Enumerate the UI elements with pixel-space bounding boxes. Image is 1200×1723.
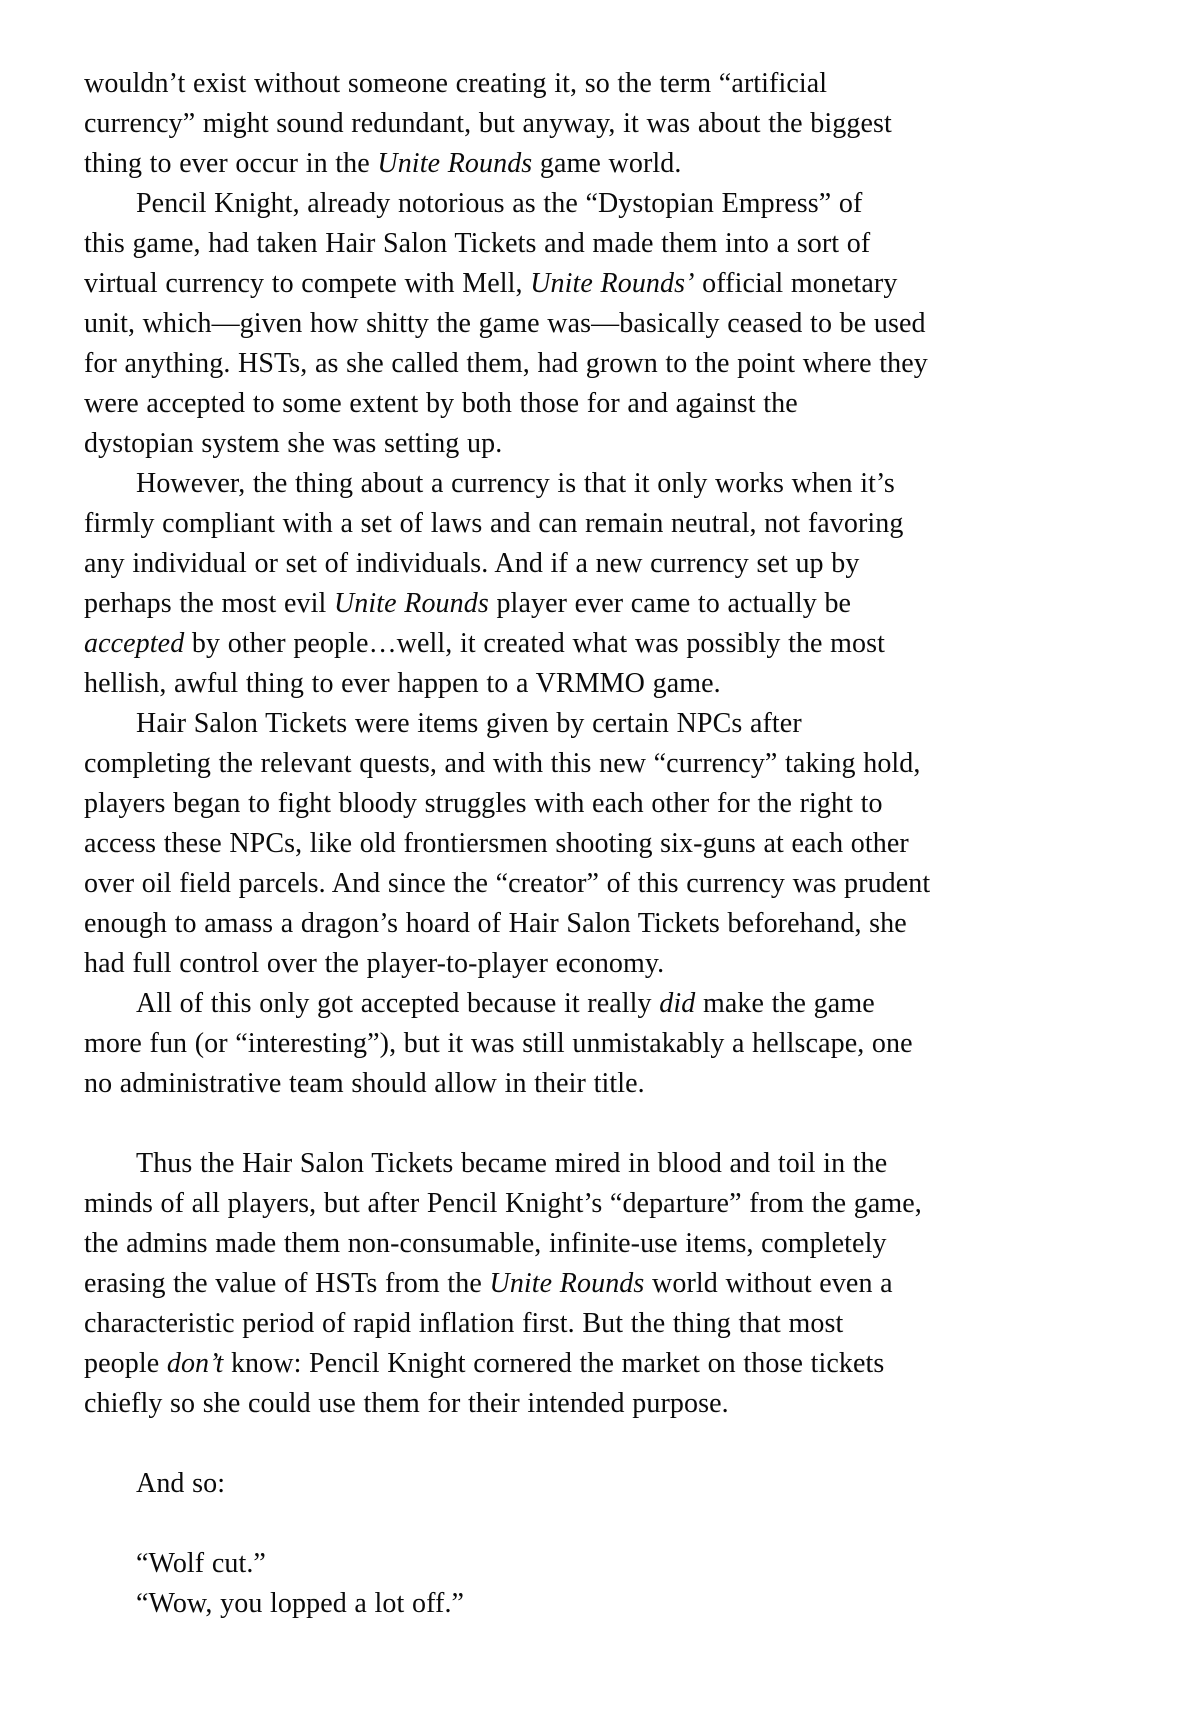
text-segment: people bbox=[84, 1348, 167, 1379]
text-segment: were accepted to some extent by both those for and against the bbox=[84, 388, 798, 419]
text-segment: All of this only got accepted because it really bbox=[136, 988, 660, 1019]
text-segment: firmly compliant with a set of laws and can remain neutral, not favoring bbox=[84, 508, 904, 539]
paragraph-5 bbox=[84, 984, 1000, 1104]
text-segment: “Wow, you lopped a lot off.” bbox=[136, 1588, 465, 1619]
text-segment: dystopian system she was setting up. bbox=[84, 428, 503, 459]
text-segment: unit, which—given how shitty the game was—basically ceased to be used bbox=[84, 308, 926, 339]
text-segment: erasing the value of HSTs from the bbox=[84, 1268, 490, 1299]
italic-text: don’t bbox=[166, 1348, 224, 1379]
text-segment: game world. bbox=[532, 148, 682, 179]
paragraph-7 bbox=[84, 1464, 1000, 1504]
italic-text: Unite Rounds bbox=[489, 1268, 645, 1299]
text-segment: Pencil Knight, already notorious as the “Dystopian Empress” of bbox=[136, 188, 863, 219]
text-segment: by other people…well, it created what was possibly the most bbox=[184, 628, 886, 659]
text-segment: players began to fight bloody struggles with each other for the right to bbox=[84, 788, 883, 819]
text-segment: minds of all players, but after Pencil Knight’s “departure” from the game, bbox=[84, 1188, 922, 1219]
text-segment: wouldn’t exist without someone creating it, so the term “artificial bbox=[84, 68, 828, 99]
paragraph-8-dialogue bbox=[84, 1544, 1000, 1584]
italic-text: Unite Rounds bbox=[377, 148, 533, 179]
text-segment: make the game bbox=[695, 988, 875, 1019]
paragraph-3 bbox=[84, 464, 1000, 704]
text-segment: no administrative team should allow in their title. bbox=[84, 1068, 645, 1099]
page-text bbox=[84, 64, 1000, 1624]
text-segment: “Wolf cut.” bbox=[136, 1548, 266, 1579]
text-segment: hellish, awful thing to ever happen to a VRMMO game. bbox=[84, 668, 721, 699]
paragraph-4 bbox=[84, 704, 1000, 984]
italic-text: Unite Rounds’ bbox=[530, 268, 695, 299]
text-segment: for anything. HSTs, as she called them, had grown to the point where they bbox=[84, 348, 928, 379]
text-segment: virtual currency to compete with Mell, bbox=[84, 268, 531, 299]
text-segment: access these NPCs, like old frontiersmen shooting six-guns at each other bbox=[84, 828, 909, 859]
text-segment: more fun (or “interesting”), but it was still unmistakably a hellscape, one bbox=[84, 1028, 913, 1059]
paragraph-2 bbox=[84, 184, 1000, 464]
text-segment: any individual or set of individuals. And if a new currency set up by bbox=[84, 548, 860, 579]
text-segment: had full control over the player-to-player economy. bbox=[84, 948, 665, 979]
italic-text: did bbox=[659, 988, 696, 1019]
text-segment: enough to amass a dragon’s hoard of Hair Salon Tickets beforehand, she bbox=[84, 908, 907, 939]
text-segment: over oil field parcels. And since the “creator” of this currency was prudent bbox=[84, 868, 931, 899]
text-segment: thing to ever occur in the bbox=[84, 148, 378, 179]
paragraph-9-dialogue bbox=[84, 1584, 1000, 1624]
text-segment: this game, had taken Hair Salon Tickets and made them into a sort of bbox=[84, 228, 871, 259]
text-segment: know: Pencil Knight cornered the market on those tickets bbox=[223, 1348, 885, 1379]
text-segment: official monetary bbox=[694, 268, 898, 299]
text-segment: Thus the Hair Salon Tickets became mired in blood and toil in the bbox=[136, 1148, 888, 1179]
paragraph-1 bbox=[84, 64, 1000, 184]
text-segment: the admins made them non-consumable, infinite-use items, completely bbox=[84, 1228, 887, 1259]
paragraph-6 bbox=[84, 1144, 1000, 1424]
italic-text: accepted bbox=[84, 628, 185, 659]
text-segment: currency” might sound redundant, but anyway, it was about the biggest bbox=[84, 108, 892, 139]
text-segment: world without even a bbox=[644, 1268, 893, 1299]
text-segment: perhaps the most evil bbox=[84, 588, 334, 619]
text-segment: However, the thing about a currency is that it only works when it’s bbox=[136, 468, 895, 499]
text-segment: characteristic period of rapid inflation first. But the thing that most bbox=[84, 1308, 844, 1339]
text-segment: chiefly so she could use them for their intended purpose. bbox=[84, 1388, 729, 1419]
text-segment: completing the relevant quests, and with this new “currency” taking hold, bbox=[84, 748, 921, 779]
text-segment: Hair Salon Tickets were items given by certain NPCs after bbox=[136, 708, 802, 739]
text-segment: player ever came to actually be bbox=[488, 588, 852, 619]
text-segment: And so: bbox=[136, 1468, 226, 1499]
italic-text: Unite Rounds bbox=[333, 588, 489, 619]
